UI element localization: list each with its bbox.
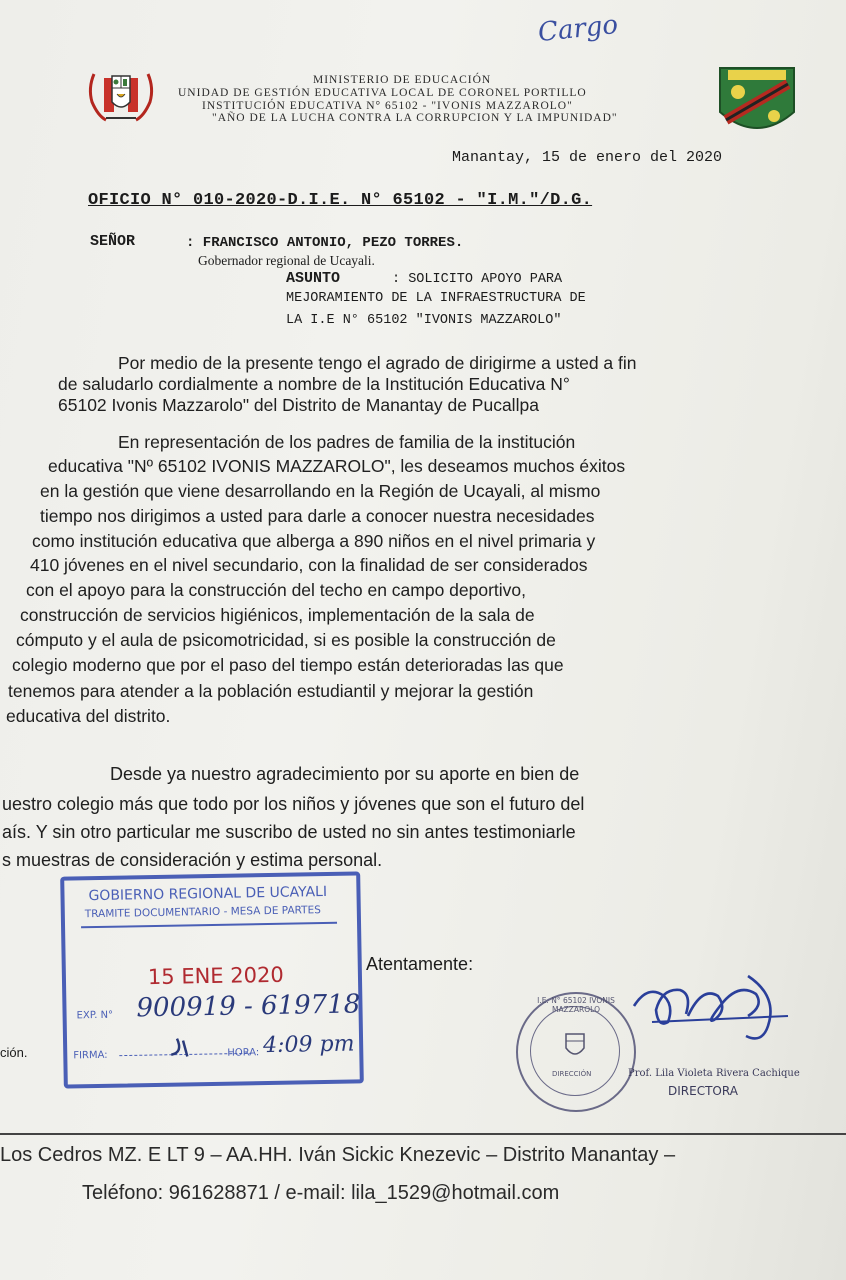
signatory-name: Prof. Lila Violeta Rivera Cachique: [628, 1068, 800, 1079]
paragraph-3-line: Desde ya nuestro agradecimiento por su aporte en bien de: [110, 764, 580, 784]
stamp-firma-label: FIRMA:: [73, 1049, 108, 1062]
stamp-exp-number: 900919 - 619718: [136, 989, 361, 1024]
paragraph-2-line: 410 jóvenes en el nivel secundario, con la finalidad de ser considerados: [30, 555, 588, 575]
subject-line-3: LA I.E N° 65102 "IVONIS MAZZAROLO": [286, 313, 562, 328]
paragraph-3-line: s muestras de consideración y estima personal.: [2, 850, 383, 870]
paragraph-2-line: construcción de servicios higiénicos, implementación de la sala de: [20, 605, 535, 625]
paragraph-2-line: con el apoyo para la construcción del techo en campo deportivo,: [26, 580, 527, 600]
school-logo-icon: [716, 62, 798, 138]
stamp-date: 15 ENE 2020: [147, 962, 284, 990]
paragraph-3-line: uestro colegio más que todo por los niños y jóvenes que son el futuro del: [2, 794, 585, 814]
peru-coat-of-arms-icon: [84, 68, 158, 126]
recipient-title: Gobernador regional de Ucayali.: [198, 253, 375, 268]
paragraph-2-line: como institución educativa que alberga a 890 niños en el nivel primaria y: [32, 531, 596, 551]
oficio-number: OFICIO N° 010-2020-D.I.E. N° 65102 - "I.M."/D.G.: [88, 191, 593, 210]
paragraph-1-line: Por medio de la presente tengo el agrado de dirigirme a usted a fin: [118, 353, 637, 373]
subject-line-2: MEJORAMIENTO DE LA INFRAESTRUCTURA DE: [286, 291, 586, 306]
paragraph-3-line: aís. Y sin otro particular me suscribo de usted no sin antes testimoniarle: [2, 822, 576, 842]
stamp-exp-label: EXP. N°: [76, 1009, 114, 1022]
paragraph-1-line: 65102 Ivonis Mazzarolo" del Distrito de Manantay de Pucallpa: [58, 395, 539, 415]
paragraph-2-line: cómputo y el aula de psicomotricidad, si es posible la construcción de: [16, 630, 556, 650]
closing-salutation: Atentamente:: [366, 954, 474, 974]
stamp-hora-label: HORA:: [227, 1047, 260, 1059]
ministry-title: MINISTERIO DE EDUCACIÓN: [313, 74, 492, 86]
stamp-hora-value: 4:09 pm: [262, 1031, 355, 1059]
school-seal: [516, 992, 636, 1112]
paragraph-2-line: colegio moderno que por el paso del tiempo están deterioradas las que: [12, 655, 564, 675]
subject-label: ASUNTO: [286, 270, 341, 287]
paragraph-2-line: tiempo nos dirigimos a usted para darle a conocer nuestra necesidades: [40, 506, 595, 526]
paragraph-2-line: en la gestión que viene desarrollando en la Región de Ucayali, al mismo: [40, 481, 601, 501]
footer-address: Los Cedros MZ. E LT 9 – AA.HH. Iván Sickic Knezevic – Distrito Manantay –: [0, 1144, 676, 1166]
institution-title: INSTITUCIÓN EDUCATIVA N° 65102 - "IVONIS MAZZAROLO": [202, 100, 573, 112]
margin-fragment: ción.: [0, 1045, 28, 1060]
signature-icon: [628, 966, 798, 1052]
paragraph-2-line: educativa "Nº 65102 IVONIS MAZZAROLO", les deseamos muchos éxitos: [48, 456, 626, 476]
reception-stamp: [60, 871, 364, 1088]
signatory-title: DIRECTORA: [668, 1084, 738, 1098]
paragraph-2-line: En representación de los padres de familia de la institución: [118, 432, 576, 452]
ugel-title: UNIDAD DE GESTIÓN EDUCATIVA LOCAL DE CORONEL PORTILLO: [178, 87, 587, 99]
paragraph-2-line: educativa del distrito.: [6, 706, 171, 726]
handwritten-note: Cargo: [536, 9, 620, 49]
stamp-office: TRAMITE DOCUMENTARIO - MESA DE PARTES: [84, 904, 321, 921]
seal-center-text: DIRECCIÓN: [552, 1070, 592, 1078]
footer-divider: [0, 1133, 846, 1135]
recipient-name: : FRANCISCO ANTONIO, PEZO TORRES.: [186, 235, 464, 251]
recipient-label: SEÑOR: [90, 233, 136, 250]
seal-crest-icon: [558, 1032, 592, 1060]
footer-contact: Teléfono: 961628871 / e-mail: lila_1529@hotmail.com: [82, 1182, 560, 1204]
paragraph-1-line: de saludarlo cordialmente a nombre de la Institución Educativa N°: [58, 374, 570, 394]
seal-ring-text: I.E. N° 65102 IVONIS MAZZAROLO: [537, 996, 615, 1014]
subject-line-1: : SOLICITO APOYO PARA: [392, 272, 563, 287]
paragraph-2-line: tenemos para atender a la población estudiantil y mejorar la gestión: [8, 681, 534, 701]
stamp-org: GOBIERNO REGIONAL DE UCAYALI: [88, 883, 328, 905]
letter-date: Manantay, 15 de enero del 2020: [452, 149, 723, 166]
year-motto: "AÑO DE LA LUCHA CONTRA LA CORRUPCION Y LA IMPUNIDAD": [212, 112, 618, 124]
